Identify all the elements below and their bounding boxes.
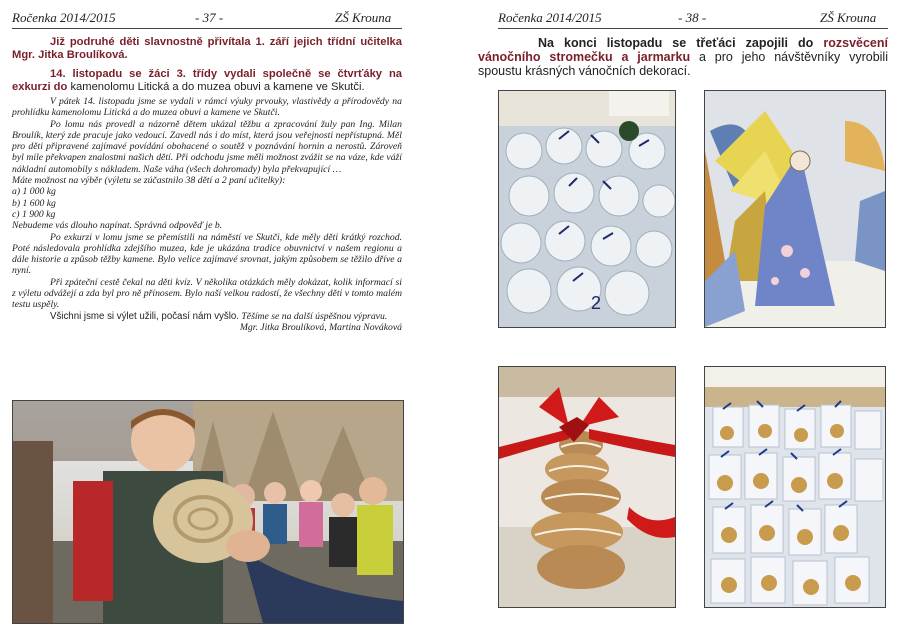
intro-paragraph	[12, 36, 402, 62]
lead-normal: a pro jeho návštěvníky vyrobili spoustu krásných vánočních dekorací.	[478, 50, 888, 78]
intro-text: Již podruhé děti slavnostně přivítala 1. září jejich třídní učitelka Mgr. Jitka Broulíková.	[12, 36, 402, 61]
lead-bold-1: Na konci listopadu se třeťáci zapojili do	[538, 36, 814, 50]
closing-normal: Všichni jsme si výlet užili, počasí nám vyšlo.	[50, 310, 239, 322]
photo-angels	[704, 90, 886, 328]
header-page-number: - 37 -	[195, 10, 224, 25]
photo-gingerbread	[498, 366, 676, 608]
paragraph: V pátek 14. listopadu jsme se vydali v rámci výuky prvouky, vlastivědy a přírodovědy na prohlídku kamenolomu Litická a do muzea obuvi a kamene ve Skutči.	[12, 96, 402, 119]
quiz-option: c) 1 900 kg	[12, 208, 56, 220]
closing-paragraph	[12, 311, 402, 322]
paragraph: Po lomu nás provedl a názorně dětem ukázal těžbu a zpracování žuly pan Ing. Milan Broulík, který zde pracuje jako vedoucí. Zavedl nás i do míst, která jsou veřejnosti nepřístupná. Měl pro děti připravené zajímavé povídání obohacené o soutěž v poznávání hornin a nerostů. Zároveň byl mile překvapen znalostmi našich dětí. Při odchodu jsme měli možnost zvážit se na váze, kde váží nákladní automobily s nákladem. Naše váha (všech dohromady) byla překvapující …	[12, 118, 402, 175]
closing-italic: Těšíme se na další úspěšnou výpravu.	[241, 310, 388, 322]
excursion-lead-normal: kamenolomu Litická a do muzea obuvi a kamene ve Skutči.	[70, 81, 365, 93]
header-rule	[12, 28, 402, 29]
right-page	[450, 0, 900, 638]
photo-number-mark: 2	[591, 293, 602, 313]
quiz-option: a) 1 000 kg	[12, 186, 56, 198]
header-school: ZŠ Krouna	[335, 10, 392, 25]
quiz-answer: Nebudeme vás dlouho napínat. Správná odpověď je b.	[12, 220, 223, 232]
lead-bold-2: rozsvěcení vánočního stromečku a jarmarku	[478, 36, 888, 64]
header-title: Ročenka 2014/2015	[12, 10, 116, 25]
photo-gingerbread-image	[499, 367, 675, 607]
article-body	[12, 96, 402, 333]
photo-packets	[498, 90, 676, 328]
header-rule	[498, 28, 888, 29]
photo-gifts	[704, 366, 886, 608]
header-school: ZŠ Krouna	[820, 10, 877, 25]
signature: Mgr. Jitka Broulíková, Martina Nováková	[239, 321, 402, 333]
header-page-number: - 38 -	[678, 10, 707, 25]
photo-angels-image	[705, 91, 885, 327]
paragraph: Při zpáteční cestě čekal na děti kvíz. V několika otázkách měly dokázat, kolik informací si z výletu odvážejí a zda byl pro ně přínosem. Bylo naší velkou radostí, že všechny děti v tomto malém testu uspěly.	[12, 276, 402, 311]
photo-fossil-excursion	[12, 400, 404, 624]
christmas-lead	[478, 36, 888, 78]
header-title: Ročenka 2014/2015	[498, 10, 602, 25]
photo-fossil-image	[13, 401, 403, 623]
quiz-option: b) 1 600 kg	[12, 197, 56, 209]
paragraph: Po exkurzi v lomu jsme se přemístili na náměstí ve Skutči, kde měly děti krátký rozchod. Poté následovala prohlídka zdejšího muzea, kde je ukázána tradice obuvnictví v našem regionu a dále historie a způsob těžby kamene. Bylo velice zajímavé srovnat, jakým způsobem se těžilo dříve a nyní.	[12, 231, 402, 277]
photo-packets-image	[499, 91, 675, 327]
photo-gifts-image	[705, 367, 885, 607]
quiz-question: Máte možnost na výběr (výletu se zúčastnilo 38 dětí a 2 paní učitelky):	[12, 175, 286, 187]
excursion-lead	[12, 68, 402, 94]
excursion-lead-bold: 14. listopadu se žáci 3. třídy vydali společně se čtvrťáky na exkurzi do	[12, 68, 402, 93]
